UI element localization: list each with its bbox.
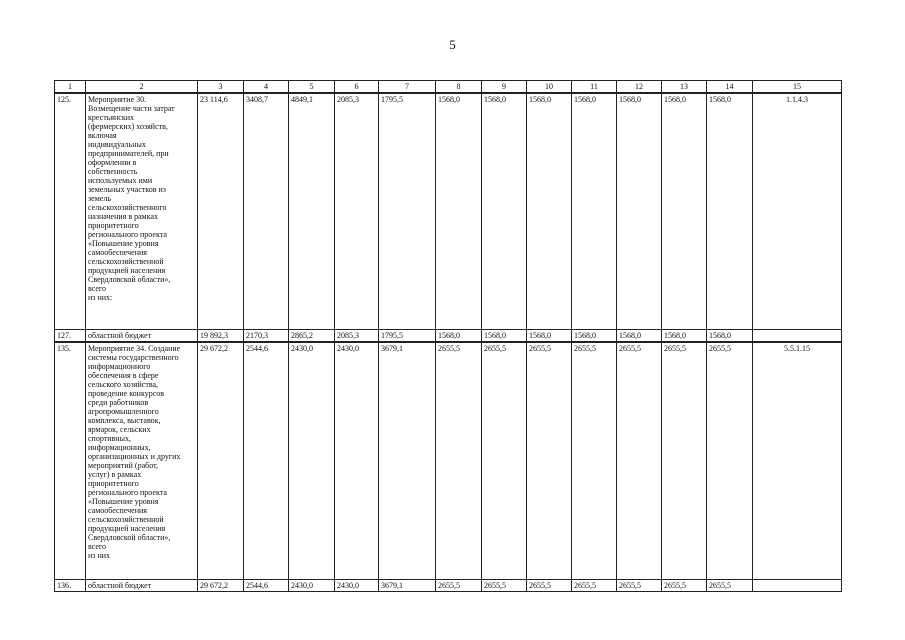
column-header: 8 xyxy=(436,81,482,94)
column-header: 9 xyxy=(482,81,527,94)
value-cell: 1568,0 xyxy=(617,330,662,343)
value-cell: 1568,0 xyxy=(617,93,662,330)
value-cell: 1568,0 xyxy=(436,93,482,330)
value-cell: 2655,5 xyxy=(662,580,707,592)
column-header: 1 xyxy=(55,81,86,94)
value-cell: 1568,0 xyxy=(707,93,753,330)
value-cell: 2085,3 xyxy=(335,330,379,343)
value-cell: 1568,0 xyxy=(482,330,527,343)
value-cell: 23 114,6 xyxy=(198,93,244,330)
target-code-cell: 1.1.4.3 xyxy=(753,93,842,330)
row-number: 125. xyxy=(55,93,86,330)
value-cell: 2430,0 xyxy=(289,580,335,592)
table-row xyxy=(55,93,842,330)
value-cell: 2865,2 xyxy=(289,330,335,343)
row-description: Мероприятие 34. Создание системы государственного информационного обеспечения в сфере сельского хозяйства, проведение конкурсов среди работников агропромышленного комплекса, выставок, ярмарок, сельских спортивных, информационных, организационных и других мероприятий (работ, услуг) в рамках приоритетного регионального проекта «Повышение уровня самообеспечения сельскохозяйственной продукцией населения Свердловской области», всего из них xyxy=(86,342,198,580)
column-header: 12 xyxy=(617,81,662,94)
row-number: 127. xyxy=(55,330,86,343)
value-cell: 29 672,2 xyxy=(198,580,244,592)
column-header: 5 xyxy=(289,81,335,94)
target-code-cell xyxy=(753,330,842,343)
value-cell: 19 892,3 xyxy=(198,330,244,343)
value-cell: 1795,5 xyxy=(379,330,436,343)
page-number: 5 xyxy=(449,37,456,52)
value-cell: 2655,5 xyxy=(572,342,617,580)
value-cell: 1795,5 xyxy=(379,93,436,330)
budget-table xyxy=(54,80,842,592)
target-code-cell xyxy=(753,580,842,592)
value-cell: 1568,0 xyxy=(527,93,572,330)
value-cell: 3679,1 xyxy=(379,342,436,580)
row-description: областной бюджет xyxy=(86,330,198,343)
value-cell: 2655,5 xyxy=(707,580,753,592)
column-header: 4 xyxy=(244,81,289,94)
value-cell: 2655,5 xyxy=(662,342,707,580)
row-number: 135. xyxy=(55,342,86,580)
value-cell: 2085,3 xyxy=(335,93,379,330)
value-cell: 4849,1 xyxy=(289,93,335,330)
column-header: 10 xyxy=(527,81,572,94)
value-cell: 2655,5 xyxy=(482,580,527,592)
value-cell: 2655,5 xyxy=(617,342,662,580)
row-description: областной бюджет xyxy=(86,580,198,592)
value-cell: 3679,1 xyxy=(379,580,436,592)
value-cell: 2655,5 xyxy=(482,342,527,580)
value-cell: 2430,0 xyxy=(335,580,379,592)
value-cell: 2655,5 xyxy=(436,342,482,580)
column-header-row xyxy=(55,81,842,94)
value-cell: 1568,0 xyxy=(527,330,572,343)
column-header: 15 xyxy=(753,81,842,94)
column-header: 2 xyxy=(86,81,198,94)
column-header: 6 xyxy=(335,81,379,94)
value-cell: 29 672,2 xyxy=(198,342,244,580)
value-cell: 2655,5 xyxy=(707,342,753,580)
value-cell: 1568,0 xyxy=(482,93,527,330)
value-cell: 2655,5 xyxy=(436,580,482,592)
column-header: 7 xyxy=(379,81,436,94)
row-number: 136. xyxy=(55,580,86,592)
target-code-cell: 5.5.1.15 xyxy=(753,342,842,580)
value-cell: 2655,5 xyxy=(617,580,662,592)
value-cell: 1568,0 xyxy=(662,330,707,343)
value-cell: 1568,0 xyxy=(572,93,617,330)
value-cell: 1568,0 xyxy=(436,330,482,343)
value-cell: 2544,6 xyxy=(244,580,289,592)
value-cell: 2655,5 xyxy=(527,580,572,592)
value-cell: 2655,5 xyxy=(572,580,617,592)
table-row xyxy=(55,342,842,580)
value-cell: 2430,0 xyxy=(289,342,335,580)
column-header: 13 xyxy=(662,81,707,94)
table-row xyxy=(55,580,842,592)
table-row xyxy=(55,330,842,343)
column-header: 3 xyxy=(198,81,244,94)
column-header: 14 xyxy=(707,81,753,94)
value-cell: 1568,0 xyxy=(662,93,707,330)
column-header: 11 xyxy=(572,81,617,94)
value-cell: 2655,5 xyxy=(527,342,572,580)
value-cell: 3408,7 xyxy=(244,93,289,330)
value-cell: 2430,0 xyxy=(335,342,379,580)
value-cell: 2170,3 xyxy=(244,330,289,343)
value-cell: 1568,0 xyxy=(707,330,753,343)
value-cell: 1568,0 xyxy=(572,330,617,343)
value-cell: 2544,6 xyxy=(244,342,289,580)
row-description: Мероприятие 30. Возмещение части затрат крестьянских (фермерских) хозяйств, включая индивидуальных предпринимателей, при оформлении в собственность используемых ими земельных участков из земель сельскохозяйственного назначения в рамках приоритетного регионального проекта «Повышение уровня самообеспечения сельскохозяйственной продукцией населения Свердловской области», всего из них: xyxy=(86,93,198,330)
